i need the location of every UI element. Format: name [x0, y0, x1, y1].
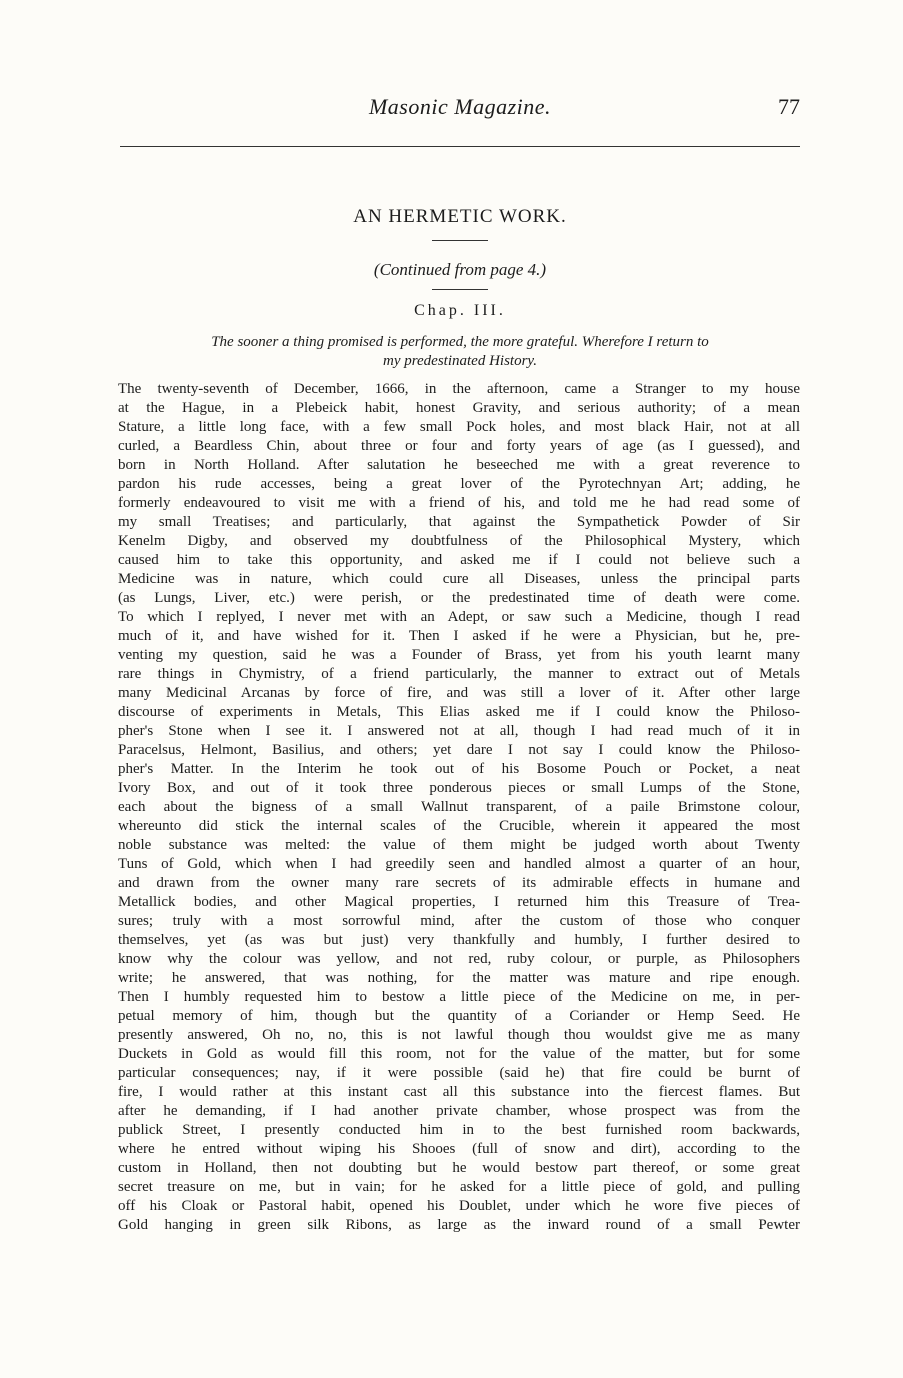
- body-line: Kenelm Digby, and observed my doubtfulness of the Philosophical Mystery, which: [118, 533, 800, 549]
- body-line: discourse of experiments in Metals, This Elias asked me if I could know the Philoso-: [118, 704, 800, 720]
- body-line: pher's Stone when I see it. I answered not at all, though I had read much of it in: [118, 723, 800, 739]
- body-line: fire, I would rather at this instant cast all this substance into the fiercest flames. But: [118, 1084, 800, 1100]
- body-line: The twenty-seventh of December, 1666, in the afternoon, came a Stranger to my house: [118, 381, 800, 397]
- body-line: Metallick bodies, and other Magical properties, I returned him this Treasure of Trea-: [118, 894, 800, 910]
- body-line: after he demanding, if I had another private chamber, whose prospect was from the: [118, 1103, 800, 1119]
- body-line: born in North Holland. After salutation he beseeched me with a great reverence to: [118, 457, 800, 473]
- body-line: Stature, a little long face, with a few small Pock holes, and most black Hair, not at all: [118, 419, 800, 435]
- body-line: curled, a Beardless Chin, about three or four and forty years of age (as I guessed), and: [118, 438, 800, 454]
- body-line: publick Street, I presently conducted him in to the best furnished room backwards,: [118, 1122, 800, 1138]
- body-line: sures; truly with a most sorrowful mind, after the custom of those who conquer: [118, 913, 800, 929]
- body-line: Paracelsus, Helmont, Basilius, and others; yet dare I not say I could know the Philoso-: [118, 742, 800, 758]
- argument-line: The sooner a thing promised is performed, the more grateful. Wherefore I return to: [211, 334, 709, 350]
- body-line: pardon his rude accesses, being a great lover of the Pyrotechnyan Art; adding, he: [118, 476, 800, 492]
- body-line: many Medicinal Arcanas by force of fire, and was still a lover of it. After other large: [118, 685, 800, 701]
- body-line: Duckets in Gold as would fill this room, not for the value of the matter, but for some: [118, 1046, 800, 1062]
- body-line: Medicine was in nature, which could cure all Diseases, unless the principal parts: [118, 571, 800, 587]
- header-rule: [120, 146, 800, 147]
- body-line: Then I humbly requested him to bestow a little piece of the Medicine on me, in per-: [118, 989, 800, 1005]
- page-header: [120, 94, 800, 134]
- body-line: secret treasure on me, but in vain; for he asked for a little piece of gold, and pulling: [118, 1179, 800, 1195]
- body-line: much of it, and have wished for it. Then I asked if he were a Physician, but he, pre-: [118, 628, 800, 644]
- body-text: [118, 380, 800, 1235]
- body-line: off his Cloak or Pastoral habit, opened his Doublet, under which he wore five pieces of: [118, 1198, 800, 1214]
- body-line: formerly endeavoured to visit me with a friend of his, and told me he had read some of: [118, 495, 800, 511]
- body-line: and drawn from the owner many rare secrets of its admirable effects in humane and: [118, 875, 800, 891]
- body-line: presently answered, Oh no, no, this is not lawful though thou wouldst give me as many: [118, 1027, 800, 1043]
- chapter-argument: [120, 333, 800, 371]
- page-number: 77: [778, 94, 800, 119]
- title-divider: [432, 240, 488, 241]
- body-line: venting my question, said he was a Founder of Brass, yet from his youth learnt many: [118, 647, 800, 663]
- body-line: whereunto did stick the internal scales of the Crucible, wherein it appeared the most: [118, 818, 800, 834]
- body-line: know why the colour was yellow, and not red, ruby colour, or purple, as Philosophers: [118, 951, 800, 967]
- body-line: at the Hague, in a Plebeick habit, honest Gravity, and serious authority; of a mean: [118, 400, 800, 416]
- body-line: each about the bigness of a small Wallnut transparent, of a paile Brimstone colour,: [118, 799, 800, 815]
- body-line: my small Treatises; and particularly, that against the Sympathetick Powder of Sir: [118, 514, 800, 530]
- body-line: To which I replyed, I never met with an Adept, or saw such a Medicine, though I read: [118, 609, 800, 625]
- running-title: Masonic Magazine.: [368, 94, 552, 119]
- body-line: Tuns of Gold, which when I had greedily seen and handled almost a quarter of an hour,: [118, 856, 800, 872]
- body-line: rare things in Chymistry, of a friend particularly, the manner to extract out of Metals: [118, 666, 800, 682]
- continued-divider: [432, 289, 488, 290]
- argument-line: my predestinated History.: [382, 353, 537, 369]
- article-title: AN HERMETIC WORK.: [353, 206, 567, 227]
- body-line: themselves, yet (as was but just) very thankfully and humbly, I further desired to: [118, 932, 800, 948]
- body-line: write; he answered, that was nothing, for the matter was mature and ripe enough.: [118, 970, 800, 986]
- body-line: (as Lungs, Liver, etc.) were perish, or the predestinated time of death were come.: [118, 590, 800, 606]
- body-line: where he entred without wiping his Shooes (full of snow and dirt), according to the: [118, 1141, 800, 1157]
- continued-note: (Continued from page 4.): [373, 260, 547, 279]
- body-line: petual memory of him, though but the quantity of a Coriander or Hemp Seed. He: [118, 1008, 800, 1024]
- body-line: particular consequences; nay, if it were possible (said he) that fire could be burnt of: [118, 1065, 800, 1081]
- chapter-heading: Chap. III.: [414, 302, 506, 319]
- body-line: noble substance was melted: the value of them might be judged worth about Twenty: [118, 837, 800, 853]
- body-line: Ivory Box, and out of it took three ponderous pieces or small Lumps of the Stone,: [118, 780, 800, 796]
- body-line: caused him to take this opportunity, and asked me if I could not believe such a: [118, 552, 800, 568]
- body-line: custom in Holland, then not doubting but he would bestow part thereof, or some great: [118, 1160, 800, 1176]
- body-line: Gold hanging in green silk Ribons, as large as the inward round of a small Pewter: [118, 1217, 800, 1233]
- body-line: pher's Matter. In the Interim he took out of his Bosome Pouch or Pocket, a neat: [118, 761, 800, 777]
